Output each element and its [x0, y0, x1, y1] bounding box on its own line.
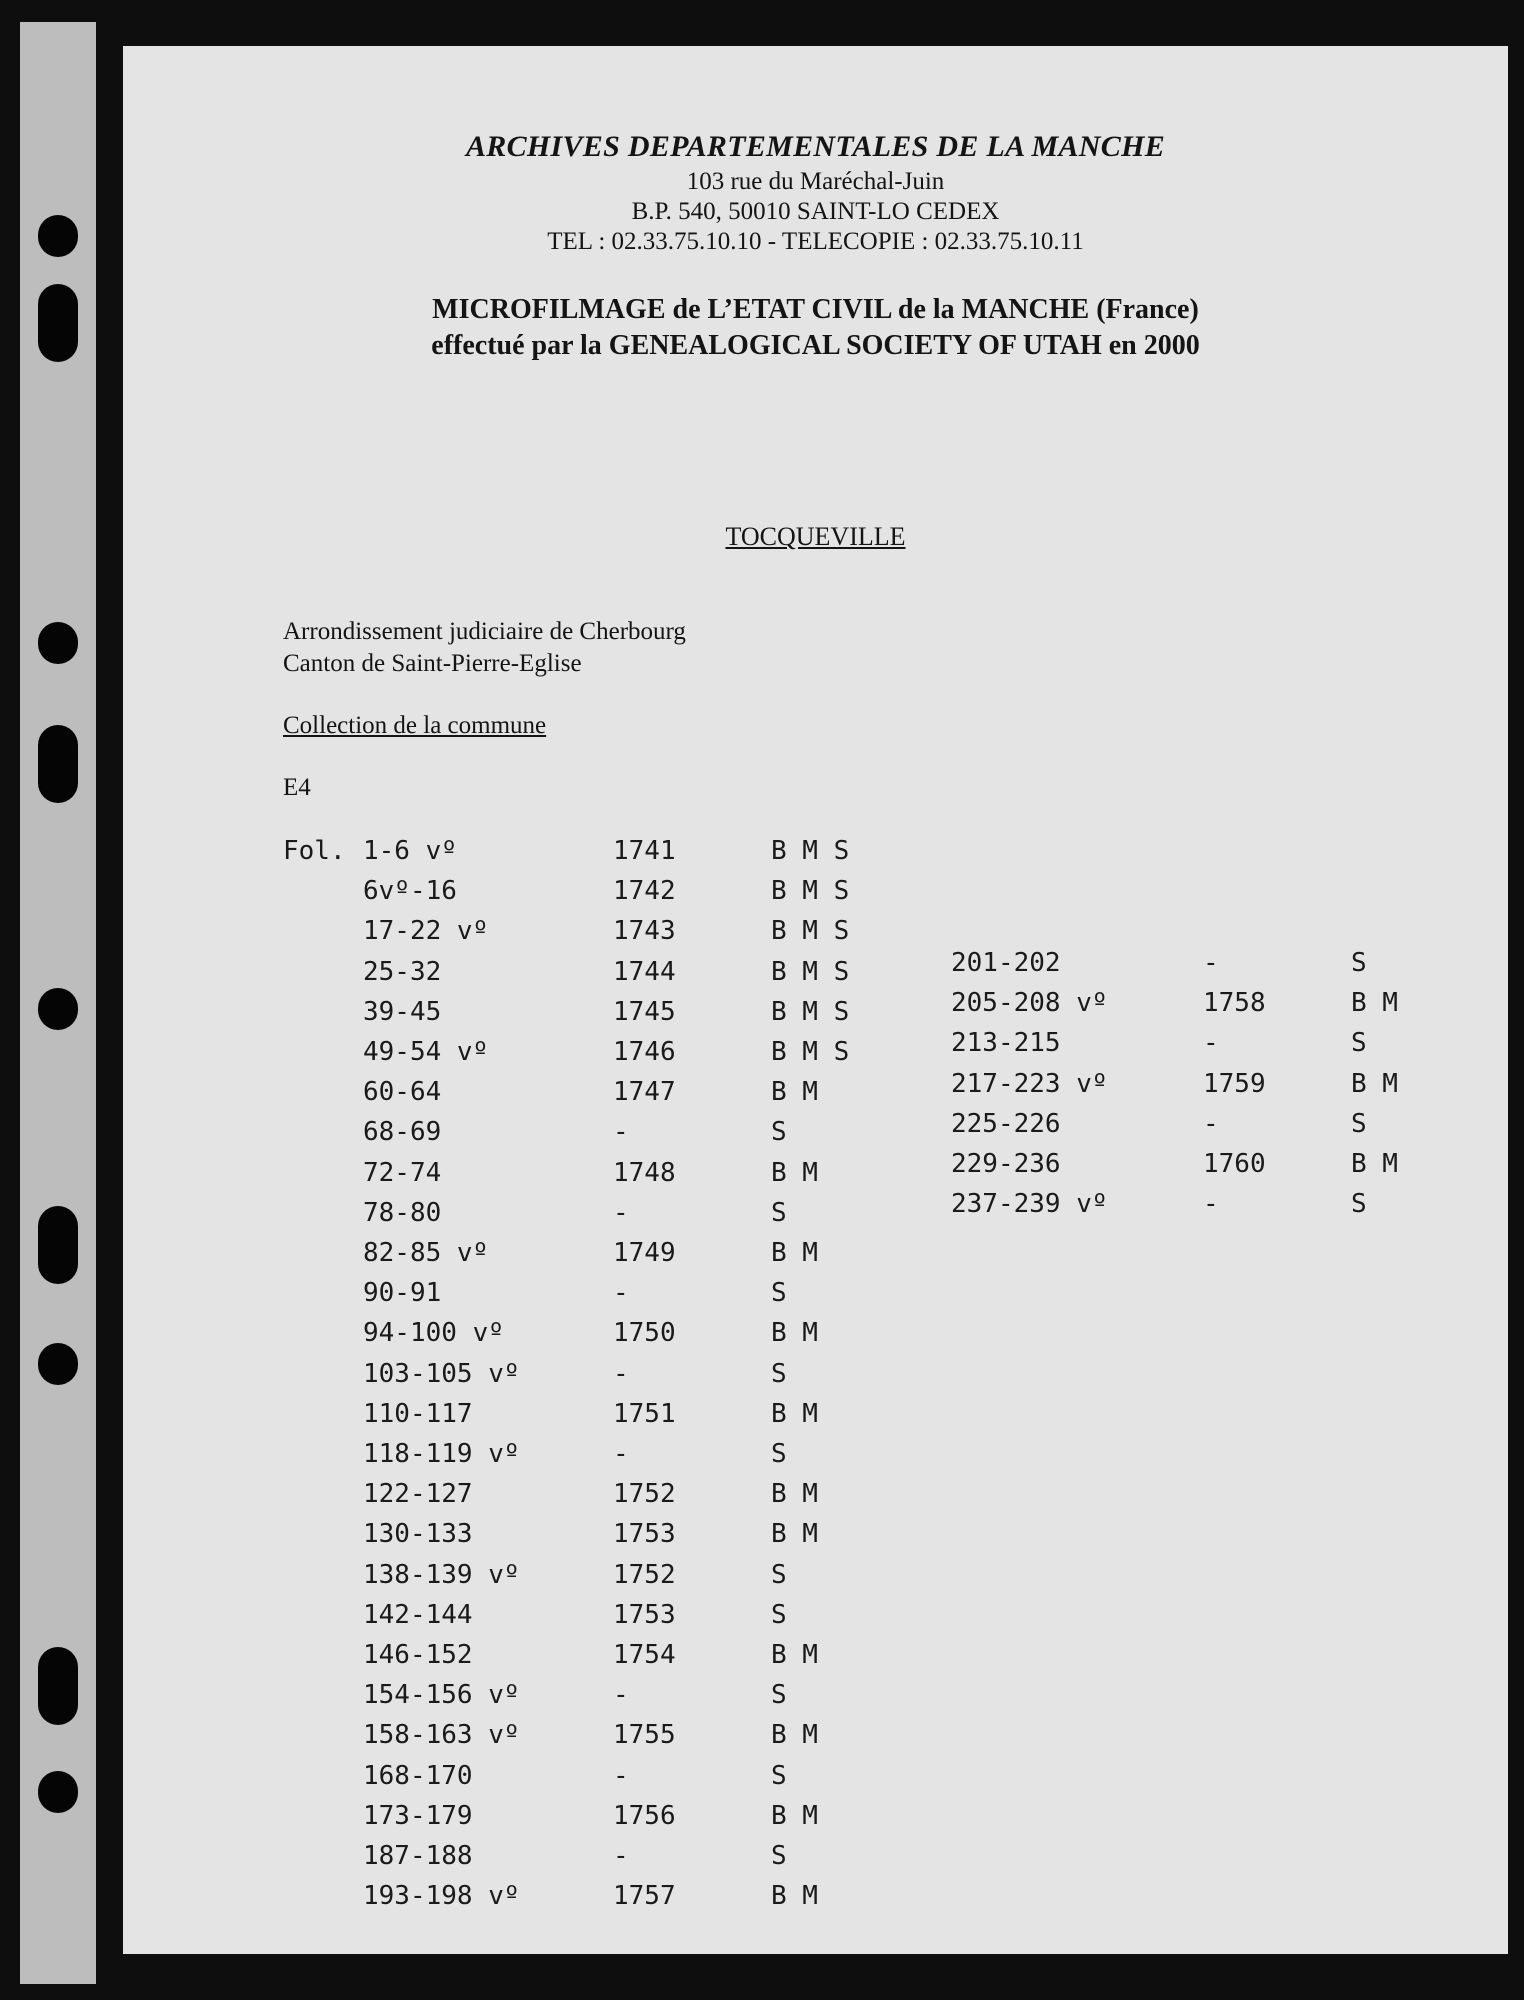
acts-cell: B M — [771, 1640, 818, 1670]
folio-range: 205-208 vº — [951, 988, 1108, 1019]
folio-range: 130-133 — [363, 1519, 473, 1550]
acts-cell: S — [771, 1197, 787, 1228]
year-cell: - — [613, 1841, 629, 1871]
year-cell: - — [613, 1439, 629, 1469]
acts-cell: S — [771, 1760, 787, 1791]
punch-hole — [38, 215, 78, 257]
year-cell: 1753 — [613, 1519, 676, 1550]
folio-label: Fol. — [283, 836, 346, 866]
folio-range: 201-202 — [951, 948, 1061, 978]
address-street: 103 rue du Maréchal-Juin — [686, 168, 945, 195]
folio-range: 173-179 — [363, 1800, 473, 1831]
year-cell: - — [1203, 1028, 1219, 1059]
folio-range: 158-163 vº — [363, 1720, 520, 1751]
folio-range: 122-127 — [363, 1479, 473, 1510]
phone-fax: TEL : 02.33.75.10.10 - TELECOPIE : 02.33.75.10.11 — [547, 228, 1084, 255]
folio-range: 213-215 — [951, 1028, 1061, 1059]
project-title-line2: effectué par la GENEALOGICAL SOCIETY OF UTAH en 2000 — [431, 330, 1200, 361]
folio-range: 168-170 — [363, 1760, 473, 1791]
acts-cell: S — [1351, 1028, 1367, 1059]
cote-label: E4 — [283, 774, 311, 801]
year-cell: 1750 — [613, 1318, 676, 1349]
folio-range: 49-54 vº — [363, 1037, 489, 1067]
folio-range: 1-6 vº — [363, 836, 457, 866]
acts-cell: S — [771, 1358, 787, 1389]
acts-cell: B M — [771, 1398, 818, 1429]
folio-range: 103-105 vº — [363, 1358, 520, 1389]
folio-range: 142-144 — [363, 1599, 473, 1630]
acts-cell: S — [771, 1439, 787, 1469]
folio-range: 118-119 vº — [363, 1439, 520, 1469]
acts-cell: S — [1351, 1189, 1367, 1220]
acts-cell: B M — [771, 1318, 818, 1349]
acts-cell: S — [771, 1278, 787, 1309]
year-cell: 1741 — [613, 836, 676, 866]
canton: Canton de Saint-Pierre-Eglise — [283, 650, 582, 677]
collection-label: Collection de la commune — [283, 712, 547, 739]
year-cell: 1748 — [613, 1157, 676, 1188]
project-title-line1: MICROFILMAGE de L’ETAT CIVIL de la MANCHE (France) — [432, 294, 1199, 325]
year-cell: 1753 — [613, 1599, 676, 1630]
year-cell: 1751 — [613, 1398, 676, 1429]
acts-cell: B M — [771, 1479, 818, 1510]
folio-range: 138-139 vº — [363, 1559, 520, 1590]
folio-range: 146-152 — [363, 1640, 473, 1670]
acts-cell: B M — [1351, 1149, 1398, 1179]
document-page — [123, 46, 1508, 1954]
folio-range: 237-239 vº — [951, 1189, 1108, 1220]
acts-cell: B M — [1351, 988, 1398, 1019]
acts-cell: B M — [771, 1238, 818, 1268]
acts-cell: B M — [771, 1157, 818, 1188]
year-cell: - — [1203, 1108, 1219, 1139]
folio-range: 94-100 vº — [363, 1318, 504, 1349]
acts-cell: B M — [1351, 1068, 1398, 1099]
year-cell: - — [613, 1358, 629, 1389]
acts-cell: S — [1351, 1108, 1367, 1139]
acts-cell: S — [771, 1599, 787, 1630]
punch-hole — [38, 284, 78, 362]
folio-range: 193-198 vº — [363, 1881, 520, 1912]
year-cell: 1744 — [613, 956, 676, 987]
year-cell: 1759 — [1203, 1068, 1266, 1099]
acts-cell: B M S — [771, 836, 850, 866]
year-cell: 1757 — [613, 1881, 676, 1912]
folio-range: 90-91 — [363, 1278, 442, 1309]
folio-range: 72-74 — [363, 1157, 442, 1188]
year-cell: - — [1203, 948, 1219, 978]
commune-name: TOCQUEVILLE — [725, 522, 906, 551]
folio-range: 225-226 — [951, 1108, 1061, 1139]
punch-hole — [38, 1647, 78, 1725]
year-cell: - — [1203, 1189, 1219, 1220]
acts-cell: B M S — [771, 1037, 850, 1067]
acts-cell: S — [1351, 948, 1367, 978]
year-cell: - — [613, 1760, 629, 1791]
folio-range: 78-80 — [363, 1197, 442, 1228]
year-cell: 1752 — [613, 1559, 676, 1590]
year-cell: 1752 — [613, 1479, 676, 1510]
acts-cell: B M — [771, 1720, 818, 1751]
folio-range: 17-22 vº — [363, 916, 489, 947]
year-cell: 1758 — [1203, 988, 1266, 1019]
year-cell: - — [613, 1117, 629, 1148]
acts-cell: B M — [771, 1519, 818, 1550]
acts-cell: B M S — [771, 916, 850, 947]
acts-cell: B M S — [771, 956, 850, 987]
year-cell: - — [613, 1197, 629, 1228]
arrondissement: Arrondissement judiciaire de Cherbourg — [283, 618, 686, 645]
punch-hole — [38, 1343, 78, 1385]
year-cell: 1746 — [613, 1037, 676, 1067]
folio-range: 6vº-16 — [363, 876, 457, 907]
folio-range: 229-236 — [951, 1149, 1061, 1179]
folio-range: 217-223 vº — [951, 1068, 1108, 1099]
year-cell: 1742 — [613, 876, 676, 907]
acts-cell: B M — [771, 1881, 818, 1912]
folio-range: 68-69 — [363, 1117, 442, 1148]
year-cell: 1743 — [613, 916, 676, 947]
year-cell: 1756 — [613, 1800, 676, 1831]
folio-range: 154-156 vº — [363, 1680, 520, 1711]
year-cell: 1749 — [613, 1238, 676, 1268]
year-cell: 1745 — [613, 996, 676, 1027]
punch-hole — [38, 1771, 78, 1813]
folio-range: 187-188 — [363, 1841, 473, 1871]
acts-cell: B M S — [771, 876, 850, 907]
acts-cell: B M — [771, 1800, 818, 1831]
folio-range: 39-45 — [363, 996, 442, 1027]
punch-hole — [38, 988, 78, 1030]
year-cell: 1747 — [613, 1077, 676, 1108]
institution-title: ARCHIVES DEPARTEMENTALES DE LA MANCHE — [465, 130, 1166, 163]
folio-range: 60-64 — [363, 1077, 442, 1108]
folio-range: 25-32 — [363, 956, 442, 987]
year-cell: - — [613, 1680, 629, 1711]
year-cell: 1755 — [613, 1720, 676, 1751]
folio-range: 82-85 vº — [363, 1238, 489, 1268]
punch-hole — [38, 1206, 78, 1284]
film-strip — [20, 22, 96, 1984]
acts-cell: B M S — [771, 996, 850, 1027]
year-cell: 1760 — [1203, 1149, 1266, 1179]
address-postal: B.P. 540, 50010 SAINT-LO CEDEX — [631, 198, 1000, 225]
punch-hole — [38, 622, 78, 664]
acts-cell: S — [771, 1117, 787, 1148]
acts-cell: S — [771, 1841, 787, 1871]
year-cell: 1754 — [613, 1640, 676, 1670]
punch-hole — [38, 725, 78, 803]
folio-range: 110-117 — [363, 1398, 473, 1429]
acts-cell: S — [771, 1559, 787, 1590]
year-cell: - — [613, 1278, 629, 1309]
acts-cell: S — [771, 1680, 787, 1711]
acts-cell: B M — [771, 1077, 818, 1108]
